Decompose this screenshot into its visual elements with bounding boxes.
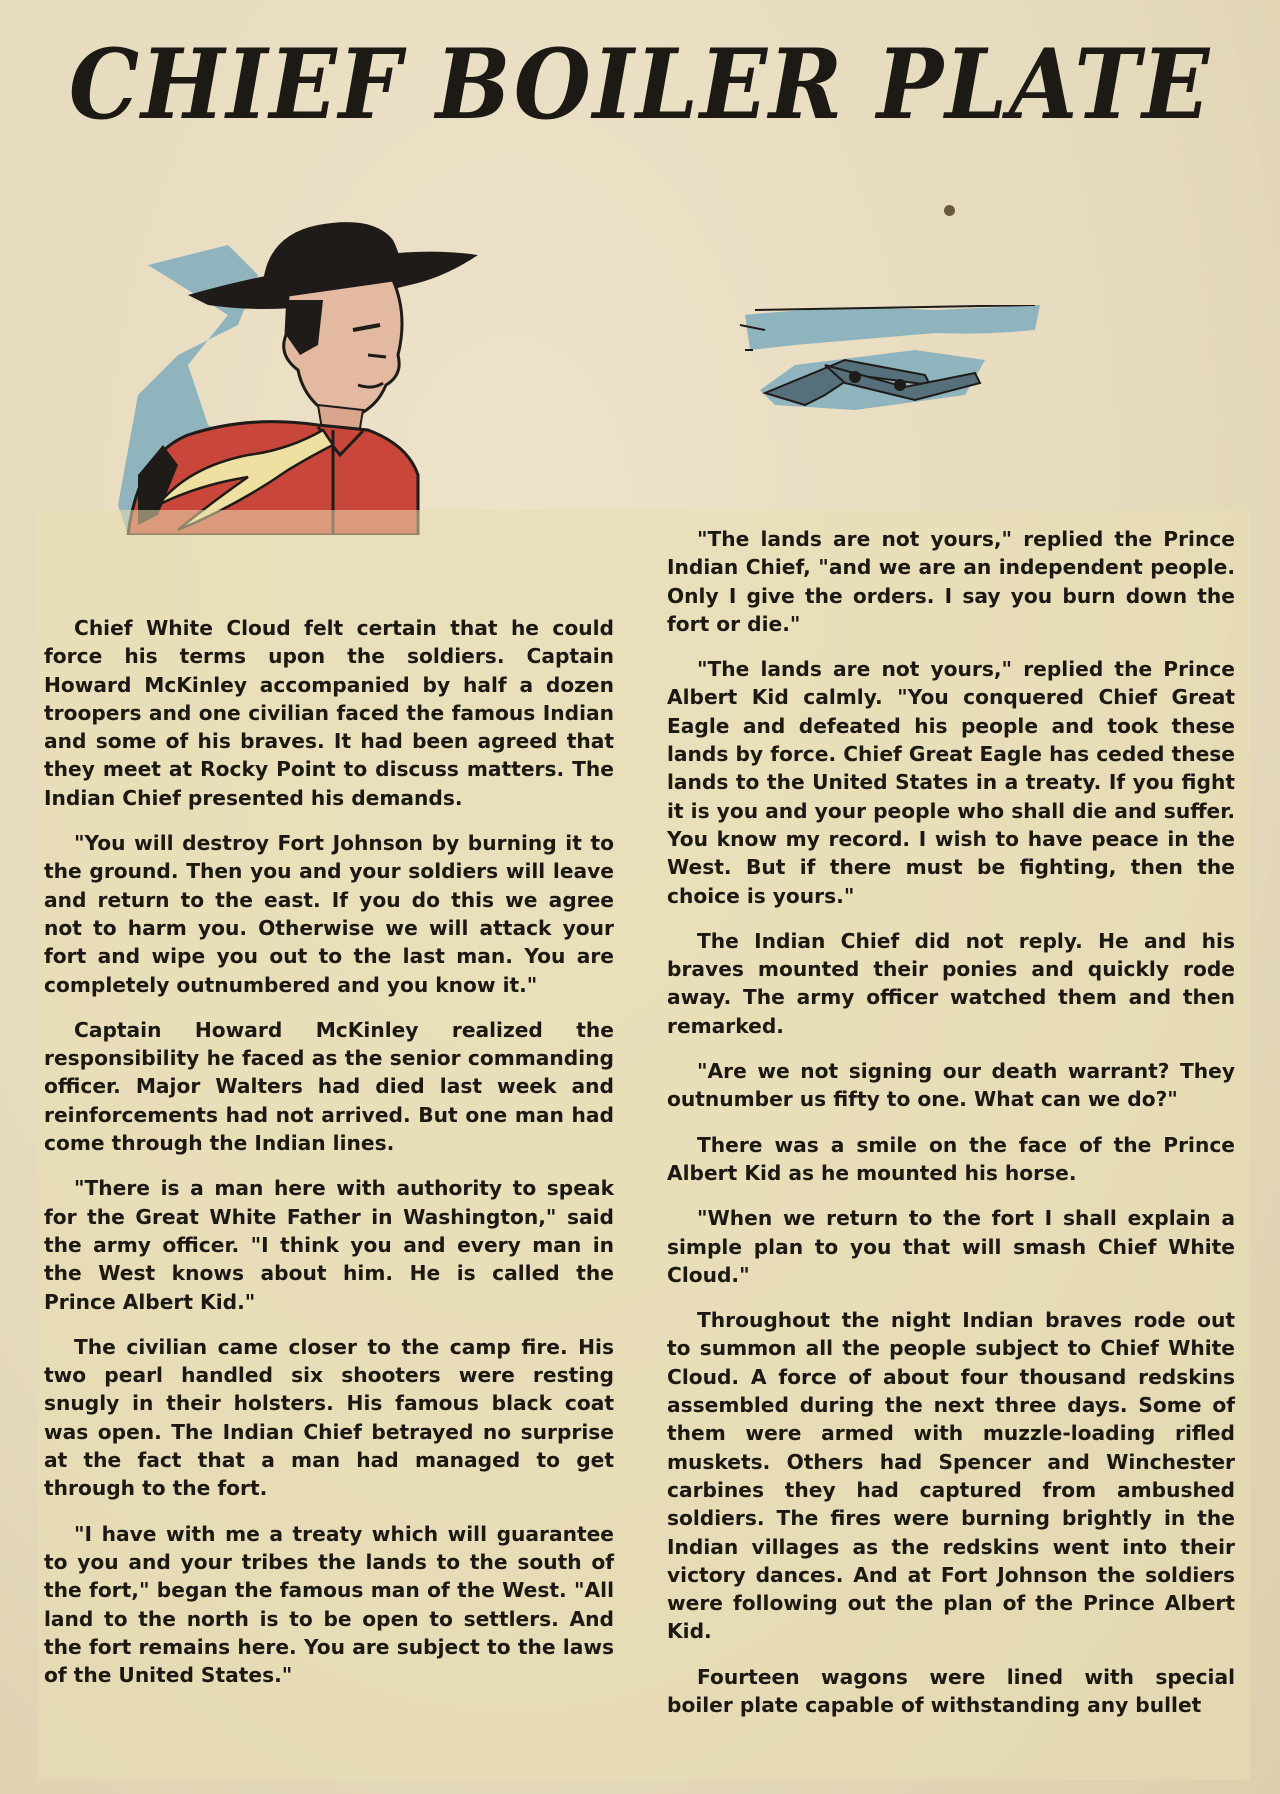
paragraph: Chief White Cloud felt certain that he could force his terms upon the soldiers. Captain Howard McKinley accompanied by half a dozen troopers and one civilian faced the famous Indian and some of his braves. It had been agreed that they meet at Rocky Point to discuss matters. The Indian Chief presented his demands.: [44, 616, 614, 810]
paragraph: "There is a man here with authority to speak for the Great White Father in Washington," said the army officer. "I think you and every man in the West knows about him. He is called the Prince Albert Kid.": [44, 1176, 614, 1314]
paragraph: "When we return to the fort I shall explain a simple plan to you that will smash Chief White Cloud.": [667, 1206, 1235, 1287]
paragraph: Throughout the night Indian braves rode out to summon all the people subject to Chief White Cloud. A force of about four thousand redskins assembled during the next three days. Some of them were armed with muzzle-loading rifled muskets. Others had Spencer and Winchester carbines they had captured from ambushed soldiers. The fires were burning brightly in the Indian villages as the redskins went into their victory dances. And at Fort Johnson the soldiers were following out the plan of the Prince Albert Kid.: [667, 1308, 1235, 1644]
paragraph: "You will destroy Fort Johnson by burning it to the ground. Then you and your soldiers will leave and return to the east. If you do this we agree not to harm you. Otherwise we will attack your fort and wipe you out to the last man. You are completely outnumbered and you know it.": [44, 831, 614, 997]
ink-speck: [944, 205, 955, 216]
paragraph: The Indian Chief did not reply. He and his braves mounted their ponies and quickly rode away. The army officer watched them and then remarked.: [667, 928, 1235, 1038]
right-text-column: [667, 525, 1235, 1736]
paragraph: Captain Howard McKinley realized the responsibility he faced as the senior commanding officer. Major Walters had died last week and reinforcements had not arrived. But one man had come through the Indian lines.: [44, 1017, 614, 1156]
paragraph: Fourteen wagons were lined with special boiler plate capable of withstanding any bullet: [667, 1664, 1235, 1717]
cowboy-portrait-illustration: [118, 205, 538, 535]
paragraph: "The lands are not yours," replied the Prince Indian Chief, "and we are an independent people. Only I give the orders. I say you burn down the fort or die.": [667, 527, 1235, 636]
paragraph: The civilian came closer to the camp fire. His two pearl handled six shooters were resting snugly in their holsters. His famous black coat was open. The Indian Chief betrayed no surprise at the fact that a man had managed to get through to the fort.: [44, 1334, 614, 1501]
paragraph: "The lands are not yours," replied the Prince Albert Kid calmly. "You conquered Chief Great Eagle and defeated his people and took these lands by force. Chief Great Eagle has ceded these lands to the United States in a treaty. If you fight it is you and your people who shall die and suffer. You know my record. I wish to have peace in the West. But if there must be fighting, then the choice is yours.": [667, 657, 1235, 908]
story-title: CHIEF BOILER PLATE: [68, 28, 1212, 141]
paragraph: "Are we not signing our death warrant? They outnumber us fifty to one. What can we do?": [667, 1059, 1235, 1112]
crossed-pistols-illustration: [735, 305, 1055, 425]
left-text-column: [44, 614, 614, 1706]
shelf-shadow: [745, 305, 1040, 350]
paragraph: "I have with me a treaty which will guarantee to you and your tribes the lands to the south of the fort," began the famous man of the West. "All land to the north is to be open to settlers. And the fort remains here. You are subject to the laws of the United States.": [44, 1521, 614, 1688]
paragraph: There was a smile on the face of the Prince Albert Kid as he mounted his horse.: [667, 1132, 1235, 1185]
